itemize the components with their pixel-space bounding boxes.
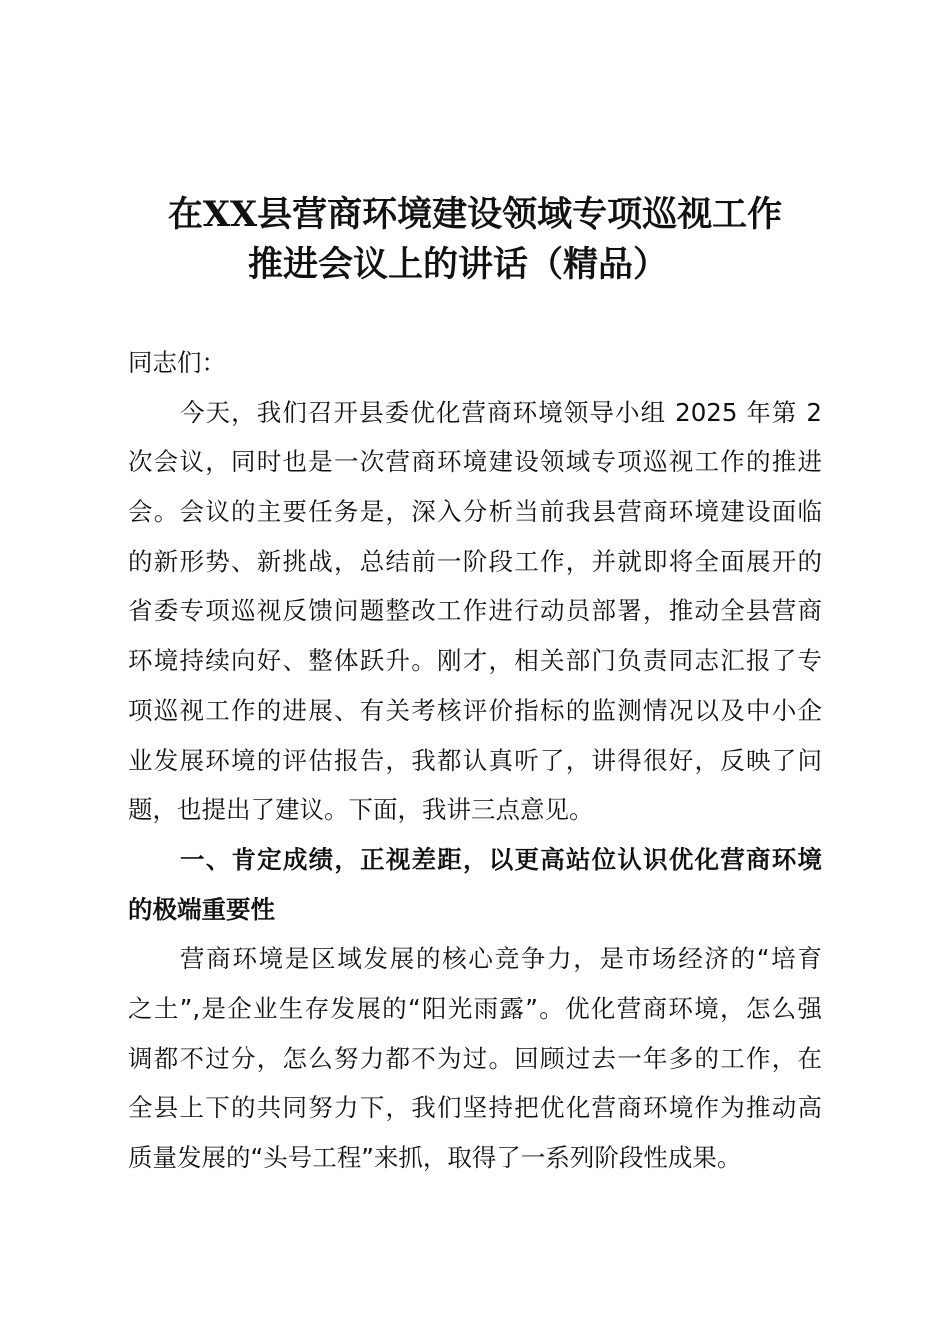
text-line: 质量发展的“头号工程”来抓，取得了一系列阶段性成果。 bbox=[128, 1143, 742, 1172]
section-heading-1 bbox=[128, 835, 822, 934]
heading-line: 一、肯定成绩，正视差距，以更高站位认识优化营商环境 bbox=[180, 844, 822, 874]
text-line: 今天，我们召开县委优化营商环境领导小组 2025 年第 2 bbox=[180, 397, 822, 427]
document-body bbox=[128, 338, 822, 1183]
text-line: 项巡视工作的进展、有关考核评价指标的监测情况以及中小企 bbox=[128, 695, 822, 725]
document-title-line-2: 推进会议上的讲话（精品） bbox=[248, 244, 669, 285]
salutation: 同志们： bbox=[128, 348, 226, 377]
text-line: 省委专项巡视反馈问题整改工作进行动员部署，推动全县营商 bbox=[128, 596, 822, 626]
text-line: 全县上下的共同努力下，我们坚持把优化营商环境作为推动高 bbox=[128, 1093, 822, 1123]
text-line: 之土”,是企业生存发展的“阳光雨露”。优化营商环境，怎么强 bbox=[128, 993, 822, 1023]
paragraph-intro bbox=[128, 388, 822, 835]
text-line: 调都不过分，怎么努力都不为过。回顾过去一年多的工作，在 bbox=[128, 1043, 822, 1073]
text-line: 会。会议的主要任务是，深入分析当前我县营商环境建设面临 bbox=[128, 497, 822, 527]
text-line: 营商环境是区域发展的核心竞争力，是市场经济的“培育 bbox=[180, 944, 822, 974]
text-line: 业发展环境的评估报告，我都认真听了，讲得很好，反映了问 bbox=[128, 745, 822, 775]
text-line: 次会议，同时也是一次营商环境建设领域专项巡视工作的推进 bbox=[128, 447, 822, 477]
text-line: 的新形势、新挑战，总结前一阶段工作，并就即将全面展开的 bbox=[128, 546, 822, 576]
document-title-line-1: 在XX县营商环境建设领域专项巡视工作 bbox=[167, 194, 783, 235]
text-line: 题，也提出了建议。下面，我讲三点意见。 bbox=[128, 795, 594, 825]
heading-line: 的极端重要性 bbox=[128, 894, 275, 924]
paragraph-business-environment bbox=[128, 934, 822, 1182]
text-line: 环境持续向好、整体跃升。刚才，相关部门负责同志汇报了专 bbox=[128, 646, 822, 676]
